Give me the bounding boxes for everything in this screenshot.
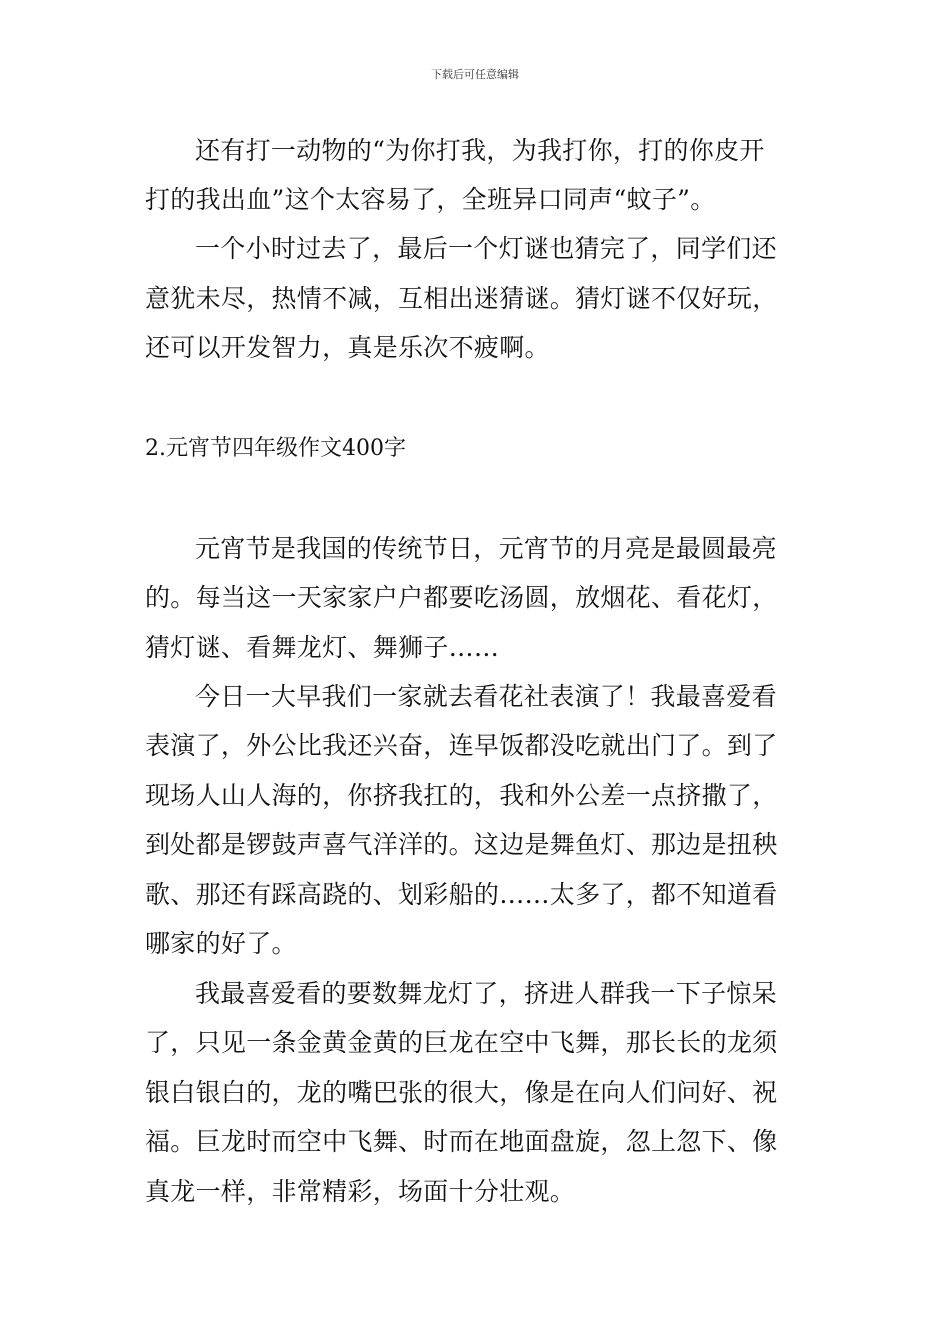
paragraph-line: 我最喜爱看的要数舞龙灯了，挤进人群我一下子惊呆 [195, 979, 777, 1008]
paragraph-line: 猜灯谜、看舞龙灯、舞狮子…… [145, 633, 500, 662]
paragraph-line: 真龙一样，非常精彩，场面十分壮观。 [145, 1177, 576, 1206]
paragraph-line: 到处都是锣鼓声喜气洋洋的。这边是舞鱼灯、那边是扭秧 [145, 830, 778, 859]
paragraph-line: 打的我出血”这个太容易了，全班异口同声“蚊子”。 [145, 185, 716, 214]
paragraph-line: 歌、那还有踩高跷的、划彩船的……太多了，都不知道看 [145, 880, 778, 909]
section-heading: 2.元宵节四年级作文400字 [145, 436, 406, 461]
paragraph-line: 今日一大早我们一家就去看花社表演了！我最喜爱看 [195, 682, 777, 711]
paragraph-line: 表演了，外公比我还兴奋，连早饭都没吃就出门了。到了 [145, 731, 778, 760]
paragraph-line: 现场人山人海的，你挤我扛的，我和外公差一点挤撒了， [145, 781, 778, 810]
paragraph-line: 银白银白的，龙的嘴巴张的很大，像是在向人们问好、祝 [145, 1078, 778, 1107]
paragraph-line: 意犹未尽，热情不减，互相出迷猜谜。猜灯谜不仅好玩， [145, 284, 778, 313]
paragraph-line: 一个小时过去了，最后一个灯谜也猜完了，同学们还 [195, 234, 777, 263]
page-header-note: 下载后可任意编辑 [431, 68, 519, 81]
paragraph-line: 福。巨龙时而空中飞舞、时而在地面盘旋，忽上忽下、像 [145, 1127, 778, 1156]
paragraph-line: 了，只见一条金黄金黄的巨龙在空中飞舞，那长长的龙须 [145, 1028, 778, 1057]
paragraph-line: 哪家的好了。 [145, 929, 297, 958]
paragraph-line: 元宵节是我国的传统节日，元宵节的月亮是最圆最亮 [195, 534, 777, 563]
paragraph-line: 还有打一动物的“为你打我，为我打你，打的你皮开 [195, 136, 765, 165]
paragraph-line: 还可以开发智力，真是乐次不疲啊。 [145, 333, 550, 362]
paragraph-line: 的。每当这一天家家户户都要吃汤圆，放烟花、看花灯， [145, 583, 778, 612]
